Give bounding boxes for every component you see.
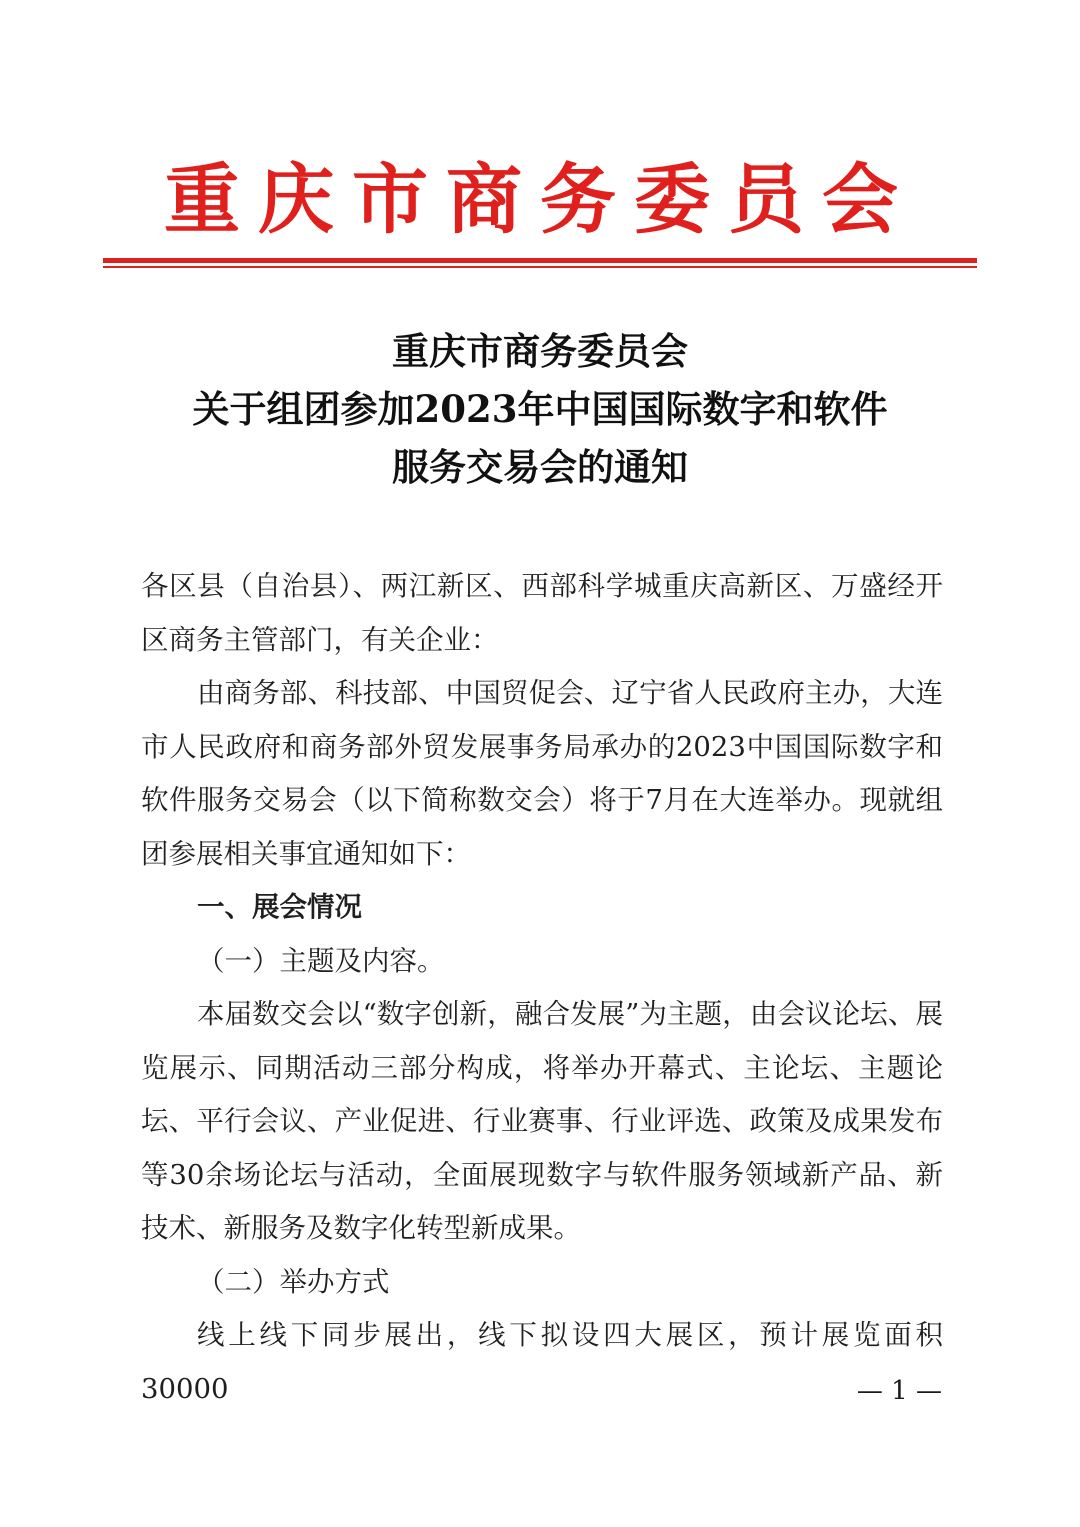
document-body bbox=[141, 560, 943, 1416]
title-line-2: 关于组团参加2023年中国国际数字和软件 bbox=[192, 387, 888, 431]
page-number: — 1 — bbox=[856, 1376, 942, 1406]
subsection-heading: （一）主题及内容。 bbox=[197, 944, 445, 977]
subsection-paragraph: 线上线下同步展出，线下拟设四大展区，预计展览面积30000 bbox=[141, 1319, 943, 1405]
masthead-rule-thick bbox=[103, 258, 977, 263]
masthead-rule-thin bbox=[103, 266, 977, 268]
intro-paragraph: 由商务部、科技部、中国贸促会、辽宁省人民政府主办，大连市人民政府和商务部外贸发展事务局承办的2023中国国际数字和软件服务交易会（以下简称数交会）将于7月在大连举办。现就组团参展相关事宜通知如下： bbox=[141, 677, 943, 870]
title-line-1: 重庆市商务委员会 bbox=[392, 329, 688, 373]
title-line-3: 服务交易会的通知 bbox=[392, 445, 688, 489]
masthead-title: 重庆市商务委员会 bbox=[164, 155, 916, 244]
addressee: 各区县（自治县）、两江新区、西部科学城重庆高新区、万盛经开区商务主管部门，有关企业： bbox=[141, 570, 943, 656]
section-heading: 一、展会情况 bbox=[197, 891, 362, 923]
document-title bbox=[0, 322, 1080, 496]
subsection-paragraph: 本届数交会以“数字创新，融合发展”为主题，由会议论坛、展览展示、同期活动三部分构成，将举办开幕式、主论坛、主题论坛、平行会议、产业促进、行业赛事、行业评选、政策及成果发布等30余场论坛与活动，全面展现数字与软件服务领域新产品、新技术、新服务及数字化转型新成果。 bbox=[141, 998, 943, 1244]
subsection-heading: （二）举办方式 bbox=[197, 1265, 390, 1298]
